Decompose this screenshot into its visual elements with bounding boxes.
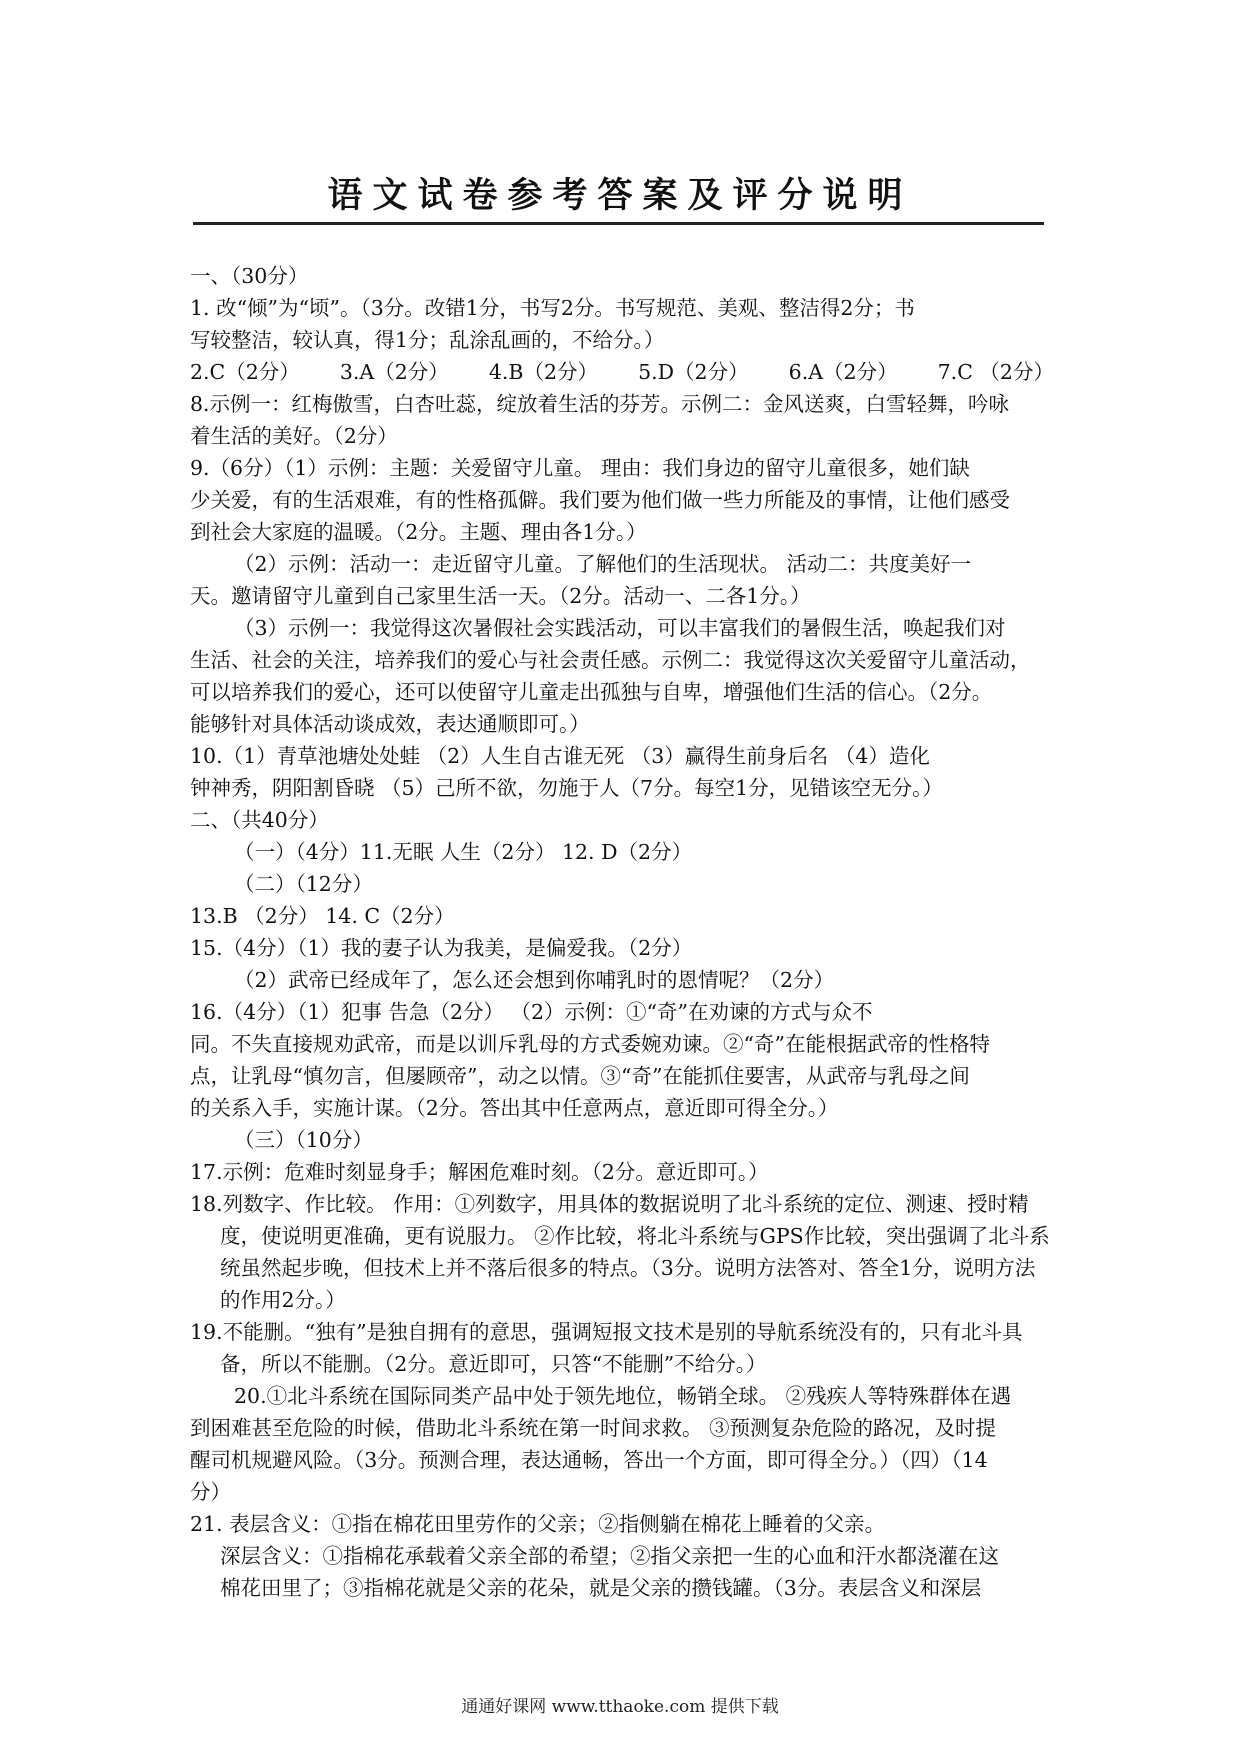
answer-line: （一）（4分）11.无眠 人生（2分） 12. D（2分） [234,840,693,864]
answer-content [190,260,1054,1604]
answer-line: （3）示例一：我觉得这次暑假社会实践活动，可以丰富我们的暑假生活，唤起我们对 [234,616,1006,640]
section-two-heading: 二、（共40分） [190,808,329,832]
answer-line: （2）武帝已经成年了，怎么还会想到你哺乳时的恩情呢？（2分） [234,968,835,992]
answer-line: 醒司机规避风险。（3分。预测合理，表达通畅，答出一个方面，即可得全分。）（四）（14 [190,1448,988,1472]
mc-answer: 7.C （2分） [937,360,1054,384]
mc-answer: 4.B（2分） [488,360,598,384]
answer-line: 16.（4分）（1）犯事 告急（2分） （2）示例：①“奇”在劝谏的方式与众不 [190,1000,873,1024]
answer-line: 21. 表层含义：①指在棉花田里劳作的父亲；②指侧躺在棉花上睡着的父亲。 [190,1512,886,1536]
mc-answer: 6.A（2分） [788,360,898,384]
footer-download-note: 通通好课网 www.tthaoke.com 提供下载 [461,1697,779,1717]
answer-line: 钟神秀，阴阳割昏晓 （5）己所不欲，勿施于人（7分。每空1分，见错该空无分。） [190,776,943,800]
answer-line: 生活、社会的关注，培养我们的爱心与社会责任感。示例二：我觉得这次关爱留守儿童活动， [190,648,1031,672]
answer-line: 8.示例一：红梅傲雪，白杏吐蕊，绽放着生活的芬芳。示例二：金风送爽，白雪轻舞，吟咏 [190,392,1010,416]
mc-answer: 2.C（2分） [190,360,300,384]
mc-answer: 5.D（2分） [638,360,749,384]
multiple-choice-row [190,356,1054,388]
answer-line: 分） [190,1480,231,1504]
answer-paragraph: 19.不能删。“独有”是独自拥有的意思，强调短报文技术是别的导航系统没有的，只有北斗具备，所以不能删。（2分。意近即可，只答“不能删”不给分。） [190,1320,1023,1376]
answer-line: 15.（4分）（1）我的妻子认为我美，是偏爱我。（2分） [190,936,693,960]
answer-line: 写较整洁，较认真，得1分；乱涂乱画的，不给分。） [190,328,665,352]
answer-line: 17.示例：危难时刻显身手；解困危难时刻。（2分。意近即可。） [190,1160,769,1184]
answer-paragraph: 18.列数字、作比较。 作用：①列数字，用具体的数据说明了北斗系统的定位、测速、授时精度，使说明更准确，更有说服力。 ②作比较，将北斗系统与GPS作比较，突出强调了北斗系统虽然起步晚，但技术上并不落后很多的特点。（3分。说明方法答对、答全1分，说明方法的作用2分。） [190,1192,1050,1312]
subsection-heading: （三）（10分） [234,1128,373,1152]
answer-line: 13.B （2分） 14. C（2分） [190,904,455,928]
answer-line: 的关系入手，实施计谋。（2分。答出其中任意两点，意近即可得全分。） [190,1096,839,1120]
answer-line: 棉花田里了；③指棉花就是父亲的花朵，就是父亲的攒钱罐。（3分。表层含义和深层 [220,1576,982,1600]
answer-line: 同。不失直接规劝武帝，而是以训斥乳母的方式委婉劝谏。②“奇”在能根据武帝的性格特 [190,1032,990,1056]
answer-line: （2）示例：活动一：走近留守儿童。了解他们的生活现状。 活动二：共度美好一 [234,552,972,576]
answer-line: 少关爱，有的生活艰难，有的性格孤僻。我们要为他们做一些力所能及的事情，让他们感受 [190,488,1010,512]
answer-line: 可以培养我们的爱心，还可以使留守儿童走出孤独与自卑，增强他们生活的信心。（2分。 [190,680,993,704]
answer-line: 着生活的美好。（2分） [190,424,398,448]
answer-line: 能够针对具体活动谈成效，表达通顺即可。） [190,712,590,736]
answer-line: 20.①北斗系统在国际同类产品中处于领先地位，畅销全球。 ②残疾人等特殊群体在遇 [234,1384,1012,1408]
answer-line: 1. 改“倾”为“顷”。（3分。改错1分，书写2分。书写规范、美观、整洁得2分；书 [190,296,915,320]
section-one-heading: 一、（30分） [190,264,309,288]
answer-line: 深层含义：①指棉花承载着父亲全部的希望；②指父亲把一生的心血和汗水都浇灌在这 [220,1544,999,1568]
title-divider [193,222,1044,225]
subsection-heading: （二）（12分） [234,872,373,896]
answer-line: 点，让乳母“慎勿言，但屡顾帝”，动之以情。③“奇”在能抓住要害，从武帝与乳母之间 [190,1064,970,1088]
answer-line: 天。邀请留守儿童到自己家里生活一天。（2分。活动一、二各1分。） [190,584,811,608]
page-title: 语文试卷参考答案及评分说明 [327,176,913,216]
answer-line: 9.（6分）（1）示例：主题：关爱留守儿童。 理由：我们身边的留守儿童很多，她们缺 [190,456,970,480]
answer-line: 10.（1）青草池塘处处蛙 （2）人生自古谁无死 （3）赢得生前身后名 （4）造化 [190,744,930,768]
answer-line: 到困难甚至危险的时候，借助北斗系统在第一时间求救。 ③预测复杂危险的路况，及时提 [190,1416,997,1440]
answer-line: 到社会大家庭的温暖。（2分。主题、理由各1分。） [190,520,647,544]
mc-answer: 3.A（2分） [339,360,449,384]
